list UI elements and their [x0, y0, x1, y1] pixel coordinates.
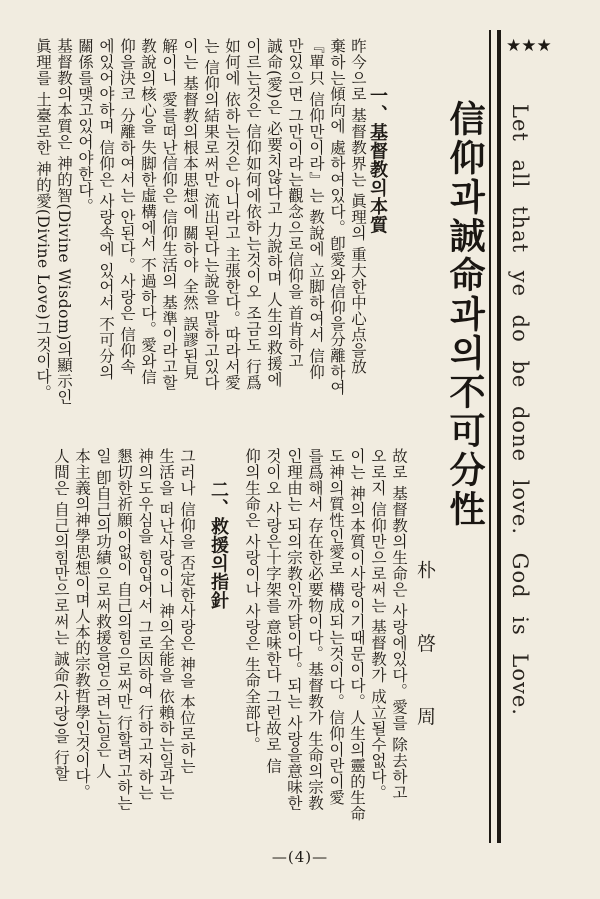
text-line: 故로 基督教의生命은 사랑에있다。愛를 除去하고 — [390, 448, 408, 801]
text-line: 神의도우심을 힘입어서 그로因하여 行하고저하는 — [136, 448, 154, 801]
text-line: 如何에 依하는것은 아니라고 主張한다。따라서愛 — [223, 38, 241, 391]
text-line: 關係를맺고있어야한다。 — [76, 38, 94, 214]
text-line: 仰의生命은 사랑이나 사랑은 生命全部다。 — [243, 448, 261, 753]
text-line: 生活을 떠난사랑이니 神의全能을 依賴하는일과는 — [157, 448, 175, 801]
text-line: 일 卽自己의功績으로써救援을얻으려는일은 人 — [94, 448, 112, 779]
text-line: 昨今으로 基督教界는 眞理의 重大한中心点을放 — [349, 38, 367, 375]
text-line: 人間은 自己의힘만으로써는 誠命(사랑)을 行할 — [52, 448, 70, 782]
article-title: 信仰과誠命과의不可分性 — [444, 100, 486, 529]
text-line: 오로지 信仰만으로써는 基督教가 成立될수없다。 — [369, 448, 387, 801]
article-author: 朴 啓 周 — [414, 560, 436, 750]
text-line: 를爲해서 存在한必要物이다。基督教가 生命의宗教 — [306, 448, 324, 811]
star-ornament-icon: ★★★ — [506, 36, 552, 56]
text-line: 인理由는 되의宗教인까닭이다。되는 사랑을意味한 — [285, 448, 303, 811]
text-line: 『單只 信仰만이라』는 教說에 立脚하여서 信仰 — [307, 38, 325, 380]
text-line: 基督教의本質은 神的智(Divine Wisdom)의顯示인 — [55, 38, 73, 405]
text-line: 것이오 사랑은十字架를 意味한다 그런故로 信 — [264, 448, 282, 774]
text-line: 는 信仰의結果로써만 流出된다는說을 말하고있다 — [202, 38, 220, 391]
text-line: 教說의核心을 失脚한虛構에서 不過하다。愛와信 — [139, 38, 157, 385]
text-line: 棄하는傾向에 處하여있다。卽愛와信仰을分離하여 — [328, 38, 346, 396]
text-line: 誠命(愛)은 必要치않다고 力說하며 人生의救援에 — [265, 38, 283, 388]
section-heading: 一、基督教의本質 — [367, 86, 388, 234]
text-line: 이르는것은 信仰如何에依하는것이오 조금도 行爲 — [244, 38, 262, 391]
page-number: —(4)— — [271, 848, 329, 866]
section-heading: 二、救援의指針 — [208, 480, 229, 610]
text-line: 仰을決코 分離하여서는 안된다。사랑은 信仰속 — [118, 38, 136, 375]
text-line: 이는 神의本質이사랑이기때문이다。人生의靈的生命 — [348, 448, 366, 822]
text-line: 眞理를 土臺로한 神的愛(Divine Love)그것이다。 — [34, 38, 52, 401]
english-motto: Let all that ye do be done love. God is Love. — [508, 104, 532, 716]
text-line: 이는 基督教의根本思想에 關하야 全然 誤謬된見 — [181, 38, 199, 380]
text-line: 本主義의神學思想이며人本的宗教哲學인것이다。 — [73, 448, 91, 800]
text-line: 도神의質性인愛로 構成되는것이다。信仰이란이愛 — [327, 448, 345, 806]
text-line: 에있어야하며 信仰은 사랑속에 있어서 不可分의 — [97, 38, 115, 380]
text-line: 解이니 愛를떠난信仰은 信仰生活의 基準이라고할 — [160, 38, 178, 391]
text-line: 만있으면 그만이라는觀念으로信仰을 首肯하고 — [286, 38, 304, 369]
text-line: 懇切한祈願이없이 自己의힘으로써만 行할려고하는 — [115, 448, 133, 811]
text-line: 그러나 信仰을 否定한사랑은 神을 本位로하는 — [178, 448, 196, 774]
